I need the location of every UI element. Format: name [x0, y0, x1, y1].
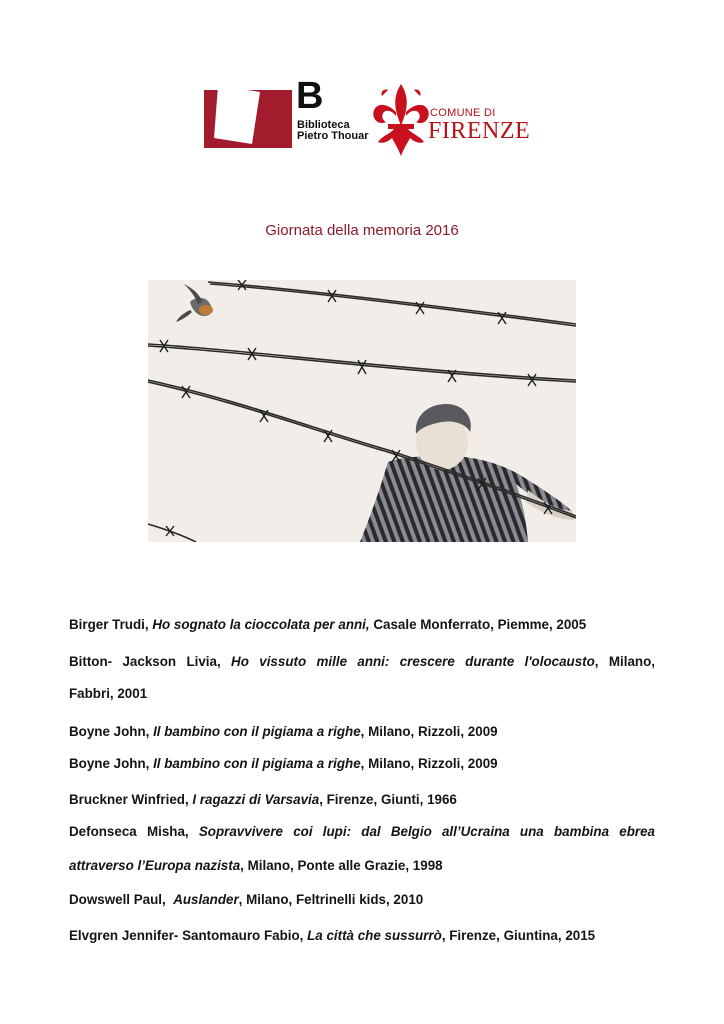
bibliography-entry: [69, 724, 498, 739]
bibliography-entry: [69, 892, 423, 907]
entry-title: Auslander: [173, 892, 239, 907]
entry-publication: Fabbri, 2001: [69, 686, 148, 701]
entry-author: Dowswell Paul,: [69, 892, 174, 907]
bibliography-entry: [69, 792, 457, 807]
library-name: [297, 120, 369, 142]
entry-publication: , Milano, Rizzoli, 2009: [360, 756, 498, 771]
entry-title: I ragazzi di Varsavia: [192, 792, 320, 807]
entry-author: Elvgren Jennifer- Santomauro Fabio,: [69, 928, 308, 943]
entry-publication: , Milano,: [594, 654, 655, 669]
bibliography-entry-continuation: [69, 686, 147, 701]
comune-firenze-logo: [372, 80, 532, 165]
library-name-line2: Pietro Thouar: [297, 130, 369, 142]
bibliography-entry-continuation: [69, 858, 443, 873]
entry-publication: Casale Monferrato, Piemme, 2005: [369, 617, 587, 632]
bibliography-entry: [69, 824, 655, 839]
florentine-lily-icon: [372, 82, 430, 158]
library-logo: [204, 75, 369, 160]
firenze-label: FIRENZE: [428, 118, 531, 144]
library-logo-letter: B: [296, 75, 324, 117]
library-name-line1: Biblioteca: [297, 119, 350, 131]
entry-author: Defonseca Misha,: [69, 824, 199, 839]
bibliography-entry: [69, 617, 586, 632]
comune-label: COMUNE DI: [430, 107, 496, 119]
entry-title: Ho vissuto mille anni: crescere durante l'olocausto: [231, 654, 595, 669]
header-logos: [204, 75, 534, 165]
entry-publication: , Milano, Feltrinelli kids, 2010: [238, 892, 424, 907]
entry-publication: , Milano, Rizzoli, 2009: [360, 724, 498, 739]
entry-title: attraverso l’Europa nazista: [69, 858, 241, 873]
bibliography-entry: [69, 654, 655, 669]
entry-title: Ho sognato la cioccolata per anni,: [152, 617, 370, 632]
entry-author: Boyne John,: [69, 756, 154, 771]
entry-author: Bruckner Winfried,: [69, 792, 193, 807]
entry-author: Boyne John,: [69, 724, 154, 739]
entry-title: Il bambino con il pigiama a righe: [153, 724, 361, 739]
entry-title: Il bambino con il pigiama a righe: [153, 756, 361, 771]
entry-title: Sopravvivere coi lupi: dal Belgio all’Ucraina una bambina ebrea: [198, 824, 655, 839]
entry-publication: , Firenze, Giunti, 1966: [319, 792, 457, 807]
entry-title: La città che sussurrò: [307, 928, 442, 943]
library-logo-mark: [204, 86, 292, 148]
page-title: Giornata della memoria 2016: [265, 222, 459, 239]
entry-publication: , Milano, Ponte alle Grazie, 1998: [240, 858, 443, 873]
entry-author: Bitton- Jackson Livia,: [69, 654, 232, 669]
entry-publication: , Firenze, Giuntina, 2015: [441, 928, 596, 943]
hero-illustration: [148, 280, 576, 542]
bibliography-entry: [69, 756, 498, 771]
bibliography-entry: [69, 928, 595, 943]
entry-author: Birger Trudi,: [69, 617, 153, 632]
